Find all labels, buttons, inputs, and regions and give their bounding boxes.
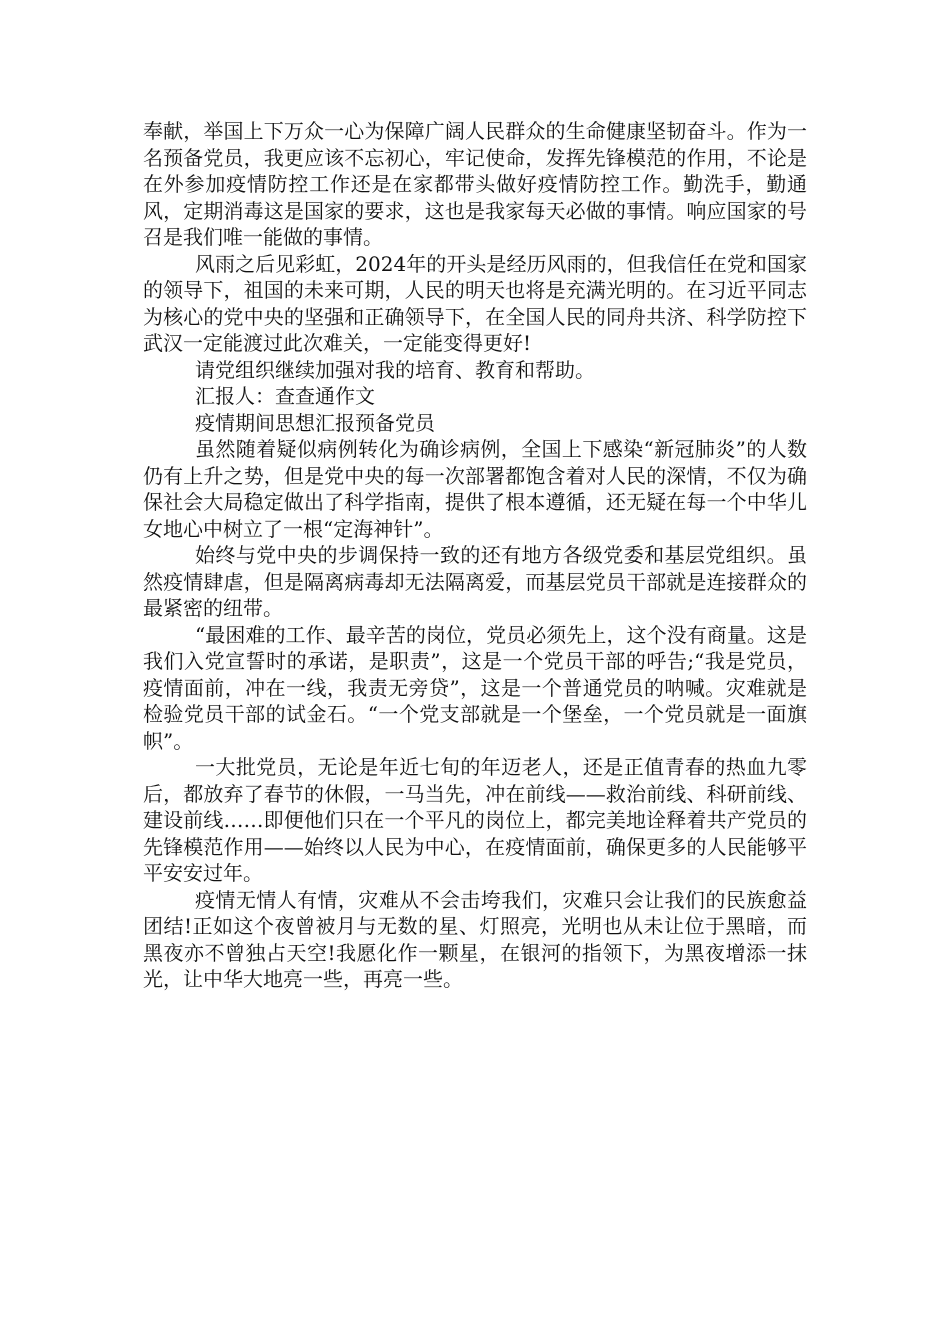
paragraph: 疫情无情人有情，灾难从不会击垮我们，灾难只会让我们的民族愈益团结!正如这个夜曾被月与无数的星、灯照亮，光明也从未让位于黑暗，而黑夜亦不曾独占天空!我愿化作一颗星，在银河的指领下，为黑夜增添一抹光，让中华大地亮一些，再亮一些。	[143, 887, 807, 991]
document-body	[143, 118, 807, 993]
paragraph: “最困难的工作、最辛苦的岗位，党员必须先上，这个没有商量。这是我们入党宣誓时的承诺，是职责”，这是一个党员干部的呼告;“我是党员，疫情面前，冲在一线，我责无旁贷”，这是一个普通党员的呐喊。灾难就是检验党员干部的试金石。“一个党支部就是一个堡垒，一个党员就是一面旗帜”。	[143, 622, 807, 753]
paragraph-request: 请党组织继续加强对我的培育、教育和帮助。	[195, 357, 595, 382]
paragraph: 虽然随着疑似病例转化为确诊病例，全国上下感染“新冠肺炎”的人数仍有上升之势，但是党中央的每一次部署都饱含着对人民的深情，不仅为确保社会大局稳定做出了科学指南，提供了根本遵循，还无疑在每一个中华儿女地心中树立了一根“定海神针”。	[143, 437, 807, 541]
reporter-line: 汇报人：查查通作文	[195, 384, 375, 408]
paragraph: 一大批党员，无论是年近七旬的年迈老人，还是正值青春的热血九零后，都放弃了春节的休假，一马当先，冲在前线——救治前线、科研前线、建设前线……即便他们只在一个平凡的岗位上，都完美地诠释着共产党员的先锋模范作用——始终以人民为中心，在疫情面前，确保更多的人民能够平平安安过年。	[143, 755, 807, 885]
paragraph-continuation: 奉献，举国上下万众一心为保障广阔人民群众的生命健康坚韧奋斗。作为一名预备党员，我更应该不忘初心，牢记使命，发挥先锋模范的作用，不论是在外参加疫情防控工作还是在家都带头做好疫情防控工作。勤洗手，勤通风，定期消毒这是国家的要求，这也是我家每天必做的事情。响应国家的号召是我们唯一能做的事情。	[143, 119, 807, 249]
section-title: 疫情期间思想汇报预备党员	[195, 410, 435, 435]
paragraph: 风雨之后见彩虹，2024年的开头是经历风雨的，但我信任在党和国家的领导下，祖国的未来可期，人民的明天也将是充满光明的。在习近平同志为核心的党中央的坚强和正确领导下，在全国人民的同舟共济、科学防控下武汉一定能渡过此次难关，一定能变得更好!	[143, 251, 807, 355]
paragraph: 始终与党中央的步调保持一致的还有地方各级党委和基层党组织。虽然疫情肆虐，但是隔离病毒却无法隔离爱，而基层党员干部就是连接群众的最紧密的纽带。	[143, 543, 807, 620]
